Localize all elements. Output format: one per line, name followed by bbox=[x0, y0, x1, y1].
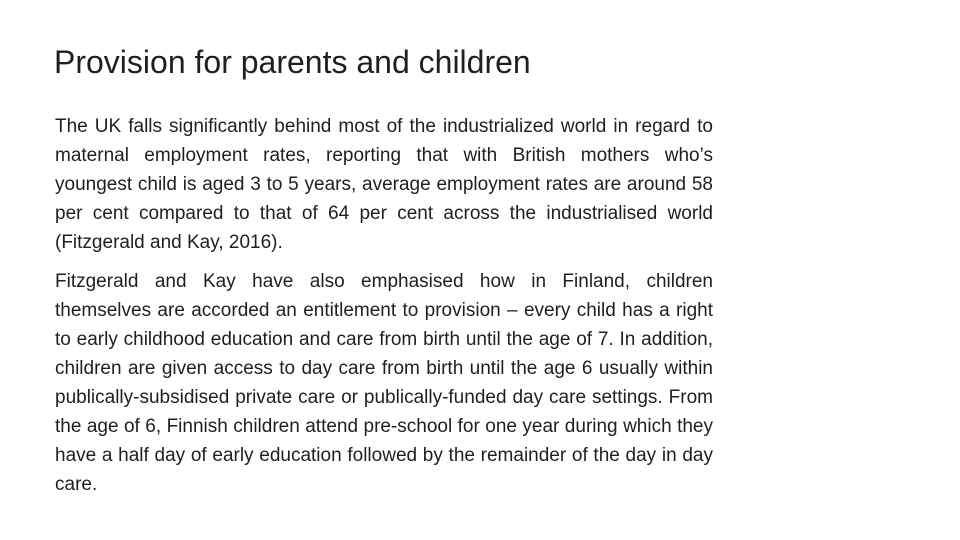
paragraph-uk-maternal-employment: The UK falls significantly behind most of the industrialized world in regard to maternal employment rates, reporting that with British mothers who’s youngest child is aged 3 to 5 years, average employment rates are around 58 per cent compared to that of 64 per cent across the industrialised world (Fitzgerald and Kay, 2016). bbox=[55, 116, 713, 253]
slide-title: Provision for parents and children bbox=[54, 44, 531, 80]
paragraph-finland-provision: Fitzgerald and Kay have also emphasised how in Finland, children themselves are accorded an entitlement to provision – every child has a right to early childhood education and care from birth until the age of 7. In addition, children are given access to day care from birth until the age 6 usually within publically-subsidised private care or publically-funded day care settings. From the age of 6, Finnish children attend pre-school for one year during which they have a half day of early education followed by the remainder of the day in day care. bbox=[55, 271, 713, 495]
slide-body bbox=[55, 112, 713, 499]
